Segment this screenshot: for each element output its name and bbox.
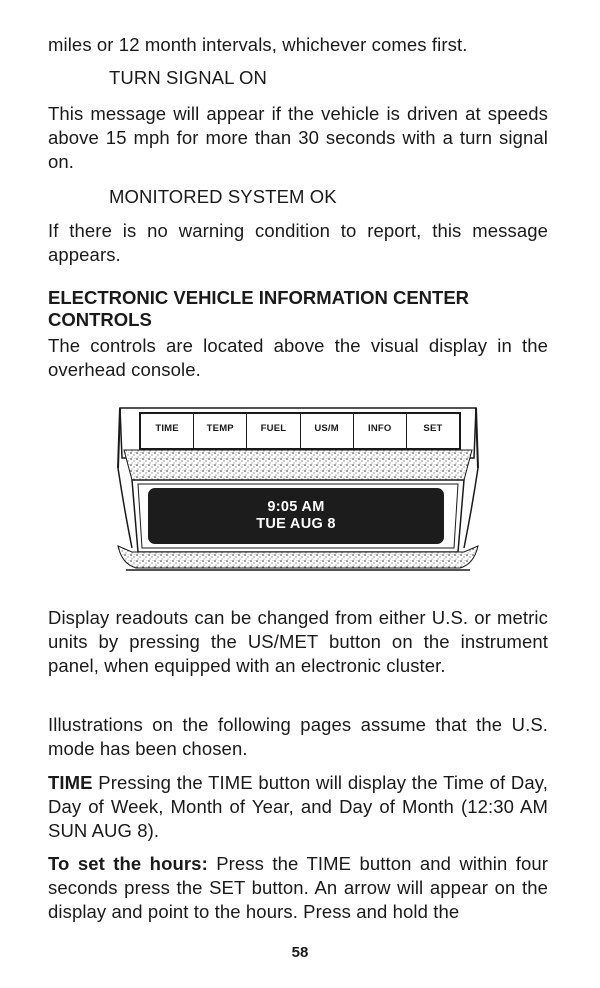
set-button[interactable]: SET xyxy=(423,422,443,434)
visual-display xyxy=(148,488,444,544)
intro-line: miles or 12 month intervals, whichever comes first. xyxy=(48,34,468,55)
display-date: TUE AUG 8 xyxy=(256,516,336,532)
turn-signal-paragraph: This message will appear if the vehicle is driven at speeds above 15 mph for more than 30 seconds with a turn signal on. xyxy=(48,103,548,172)
set-hours-paragraph xyxy=(48,852,548,924)
monitored-paragraph: If there is no warning condition to report, this message appears. xyxy=(48,220,548,265)
set-hours-lead: To set the hours: xyxy=(48,853,208,874)
section-heading xyxy=(48,287,568,331)
display-time: 9:05 AM xyxy=(267,499,325,515)
page-number: 58 xyxy=(291,944,309,961)
info-button[interactable]: INFO xyxy=(354,414,407,448)
fuel-button[interactable]: FUEL xyxy=(247,414,300,448)
illustrations-paragraph: Illustrations on the following pages assume that the U.S. mode has been chosen. xyxy=(48,714,548,759)
us-met-button[interactable]: US/M xyxy=(301,414,354,448)
temp-button[interactable]: TEMP xyxy=(194,414,247,448)
overhead-console-illustration xyxy=(112,398,484,578)
time-paragraph xyxy=(48,771,548,843)
time-text: Pressing the TIME button will display the Time of Day, Day of Week, Month of Year, and Day of Month (12:30 AM SUN AUG 8). xyxy=(48,772,548,841)
section-heading-line2: CONTROLS xyxy=(48,309,152,330)
controls-paragraph: The controls are located above the visual display in the overhead console. xyxy=(48,335,548,380)
readouts-paragraph: Display readouts can be changed from either U.S. or metric units by pressing the US/MET button on the instrument panel, when equipped with an electronic cluster. xyxy=(48,607,548,676)
section-heading-line1: ELECTRONIC VEHICLE INFORMATION CENTER xyxy=(48,287,470,308)
console-button-row xyxy=(139,412,461,450)
message-monitored-system-ok: MONITORED SYSTEM OK xyxy=(109,186,337,207)
time-lead: TIME xyxy=(48,772,93,793)
time-button[interactable]: TIME xyxy=(141,414,194,448)
set-hours-text: Press the TIME button and within four seconds press the SET button. An arrow will appear on the display and point to the hours. Press and hold the xyxy=(48,853,549,922)
message-turn-signal-on: TURN SIGNAL ON xyxy=(109,67,267,88)
